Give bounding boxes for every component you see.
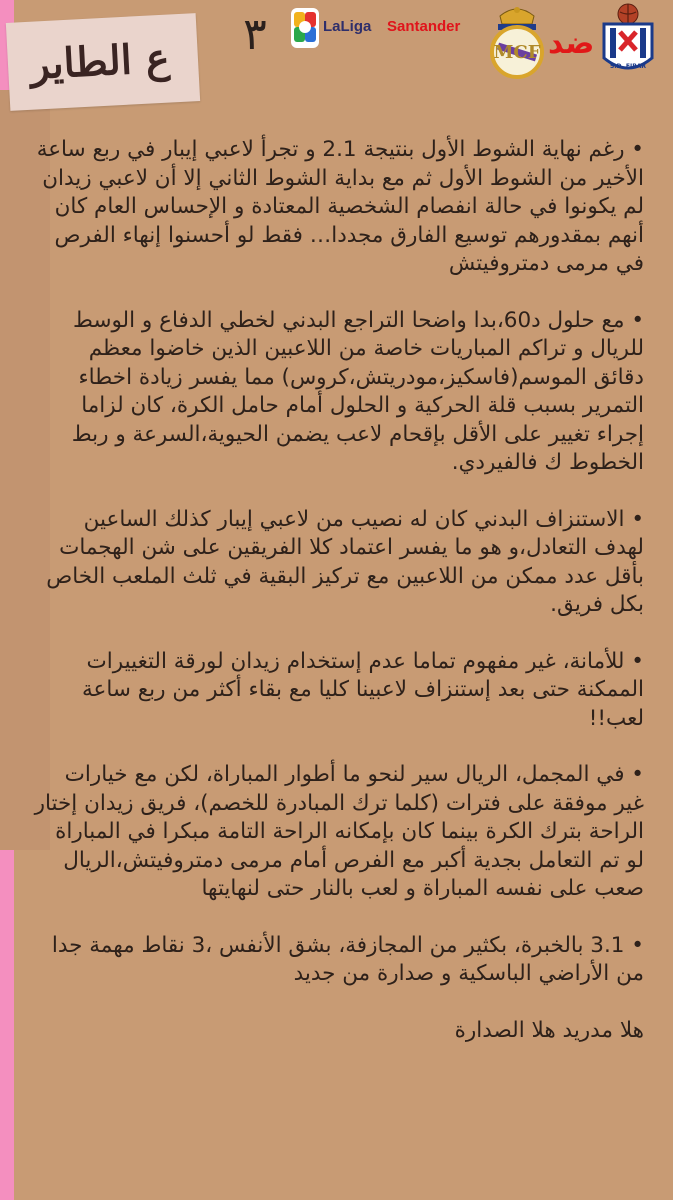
eibar-crest-icon — [598, 2, 658, 80]
paragraph-3: • الاستنزاف البدني كان له نصيب من لاعبي إيبار كذلك الساعين لهدف التعادل،و هو ما يفسر اعتماد كلا الفريقين على شن الهجمات بأقل عدد ممكن من اللاعبين مع تركيز البقية في ثلث الملعب الخاص بكل فريق. — [46, 506, 644, 617]
tape-label: ع الطاير — [29, 34, 171, 89]
league-badge — [290, 6, 470, 52]
paragraph-2: • مع حلول د60،بدا واضحا التراجع البدني لخطي الدفاع و الوسط للريال و تراكم المباريات خاصة من اللاعبين الذين خاضوا معظم دقائق الموسم(فاسكيز،مودريتش،كروس) مما يفسر زيادة اخطاء التمرير بسبب قلة الحركية و الحلول أمام حامل الكرة، كان لزاما إجراء تغيير على الأقل بإقحام لاعب يضمن الحيوية،السرعة و ربط الخطوط ك فالفيردي. — [71, 307, 644, 475]
paragraph-5: • في المجمل، الريال سير لنحو ما أطوار المباراة، لكن مع خيارات غير موفقة على فترات (كلما ترك المبادرة للخصم)، فريق زيدان إختار الراحة بترك الكرة بينما كان بإمكانه الراحة التامة مبكرا في المباراة لو تم التعامل بجدية أكبر مع الفرص أمام مرمى دمتروفيتش،الريال صعب على نفسه المباراة و لعب بالنار حتى لنهايتها — [34, 762, 644, 901]
svg-text:MCF: MCF — [493, 42, 541, 63]
closing-line: هلا مدريد هلا الصدارة — [454, 1017, 644, 1043]
article-body — [34, 136, 644, 1045]
league-name: LaLiga — [323, 18, 372, 35]
laliga-logo-icon — [290, 6, 320, 50]
real-madrid-crest-icon — [486, 2, 548, 80]
sponsor-name: Santander — [387, 18, 461, 35]
versus-label: ضد — [548, 26, 595, 61]
paragraph-4: • للأمانة، غير مفهوم تماما عدم إستخدام زيدان لورقة التغييرات الممكنة حتى بعد إستنزاف لاعبينا كليا مع بقاء أكثر من ربع ساعة لعب!! — [81, 648, 644, 731]
paragraph-6: • 3.1 بالخبرة، بكثير من المجازفة، بشق الأنفس ،3 نقاط مهمة جدا من الأراضي الباسكية و صدارة من جديد — [51, 932, 644, 986]
paragraph-1: • رغم نهاية الشوط الأول بنتيجة 2.1 و تجرأ لاعبي إيبار في ربع ساعة الأخير من الشوط الأول ثم مع بداية الشوط الثاني إلا أن لاعبي زيدان لم يكونوا في حالة انفصام الشخصية المعتادة و الإحساس العام كان أنهم بمقدورهم توسيع الفارق مجددا… فقط لو أحسنوا إنهاء الفرص في مرمى دمتروفيتش — [36, 137, 644, 276]
round-number: ٣ — [243, 9, 267, 60]
eibar-crest-text: S.D. EIBAR — [609, 63, 647, 70]
